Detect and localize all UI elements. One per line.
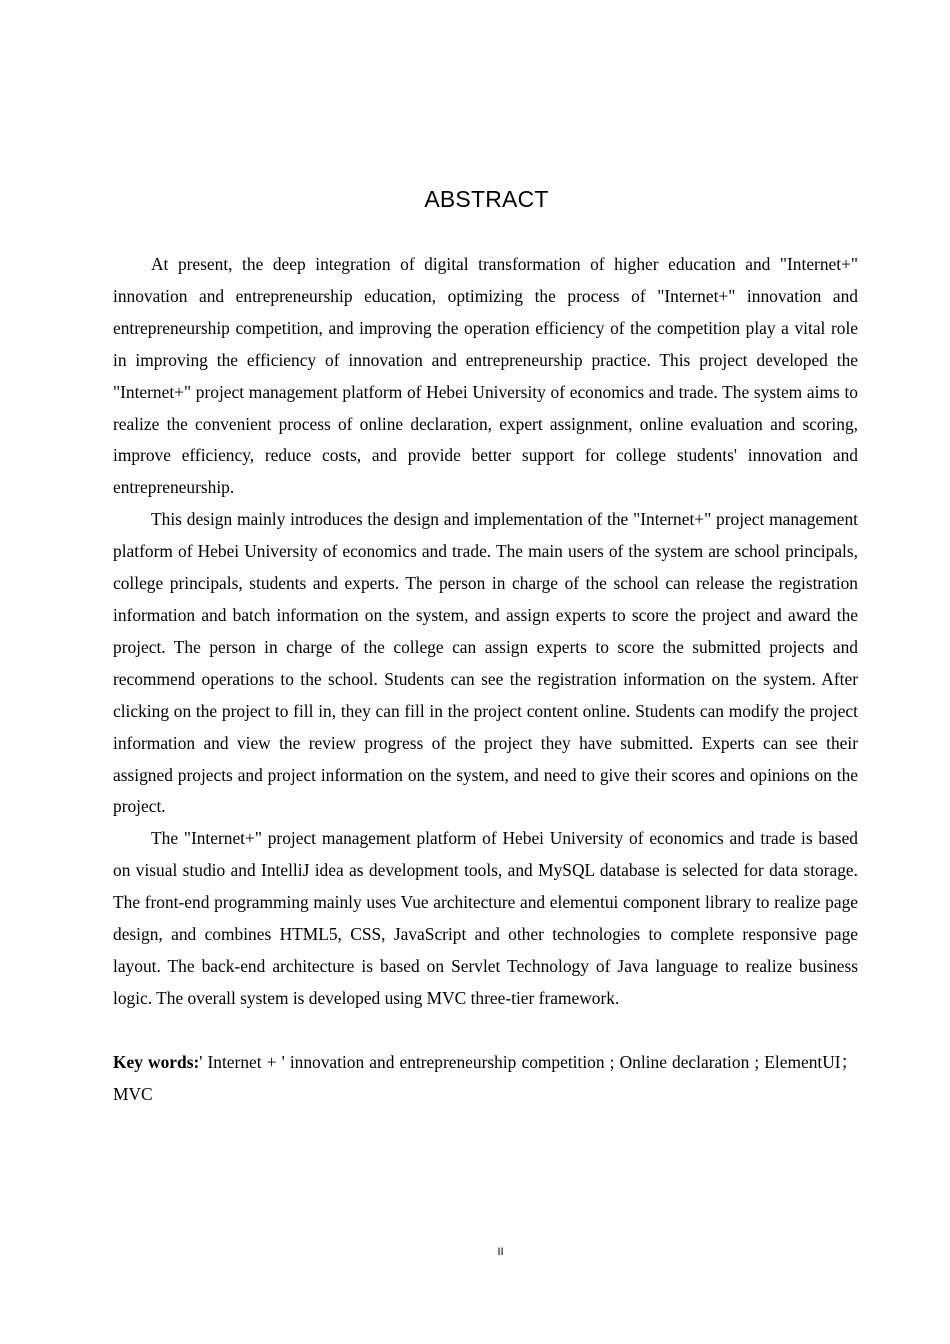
- abstract-title: ABSTRACT: [424, 186, 549, 212]
- abstract-paragraph-2: This design mainly introduces the design and implementation of the "Internet+" project management platform of Hebei University of economics and trade. The main users of the system are school principals, college principals, students and experts. The person in charge of the school can release the registration information and batch information on the system, and assign experts to score the project and award the project. The person in charge of the college can assign experts to score the submitted projects and recommend operations to the school. Students can see the registration information on the system. After clicking on the project to fill in, they can fill in the project content online. Students can modify the project information and view the review progress of the project they have submitted. Experts can see their assigned projects and project information on the system, and need to give their scores and opinions on the project.: [113, 509, 858, 817]
- keywords-text: ' Internet + ' innovation and entrepreneurship competition ; Online declaration ; ElementUI；MVC: [113, 1051, 858, 1104]
- keywords-line: [113, 1047, 858, 1111]
- page-number: II: [497, 1246, 504, 1258]
- abstract-paragraph-3: The "Internet+" project management platform of Hebei University of economics and trade is based on visual studio and IntelliJ idea as development tools, and MySQL database is selected for data storage. The front-end programming mainly uses Vue architecture and elementui component library to realize page design, and combines HTML5, CSS, JavaScript and other technologies to complete responsive page layout. The back-end architecture is based on Servlet Technology of Java language to realize business logic. The overall system is developed using MVC three-tier framework.: [113, 828, 858, 1008]
- abstract-paragraph-1: At present, the deep integration of digital transformation of higher education and "Internet+" innovation and entrepreneurship education, optimizing the process of "Internet+" innovation and entrepreneurship competition, and improving the operation efficiency of the competition play a vital role in improving the efficiency of innovation and entrepreneurship practice. This project developed the "Internet+" project management platform of Hebei University of economics and trade. The system aims to realize the convenient process of online declaration, expert assignment, online evaluation and scoring, improve efficiency, reduce costs, and provide better support for college students' innovation and entrepreneurship.: [113, 254, 858, 498]
- keywords-label: Key words:: [113, 1051, 200, 1072]
- abstract-body: [113, 249, 858, 1111]
